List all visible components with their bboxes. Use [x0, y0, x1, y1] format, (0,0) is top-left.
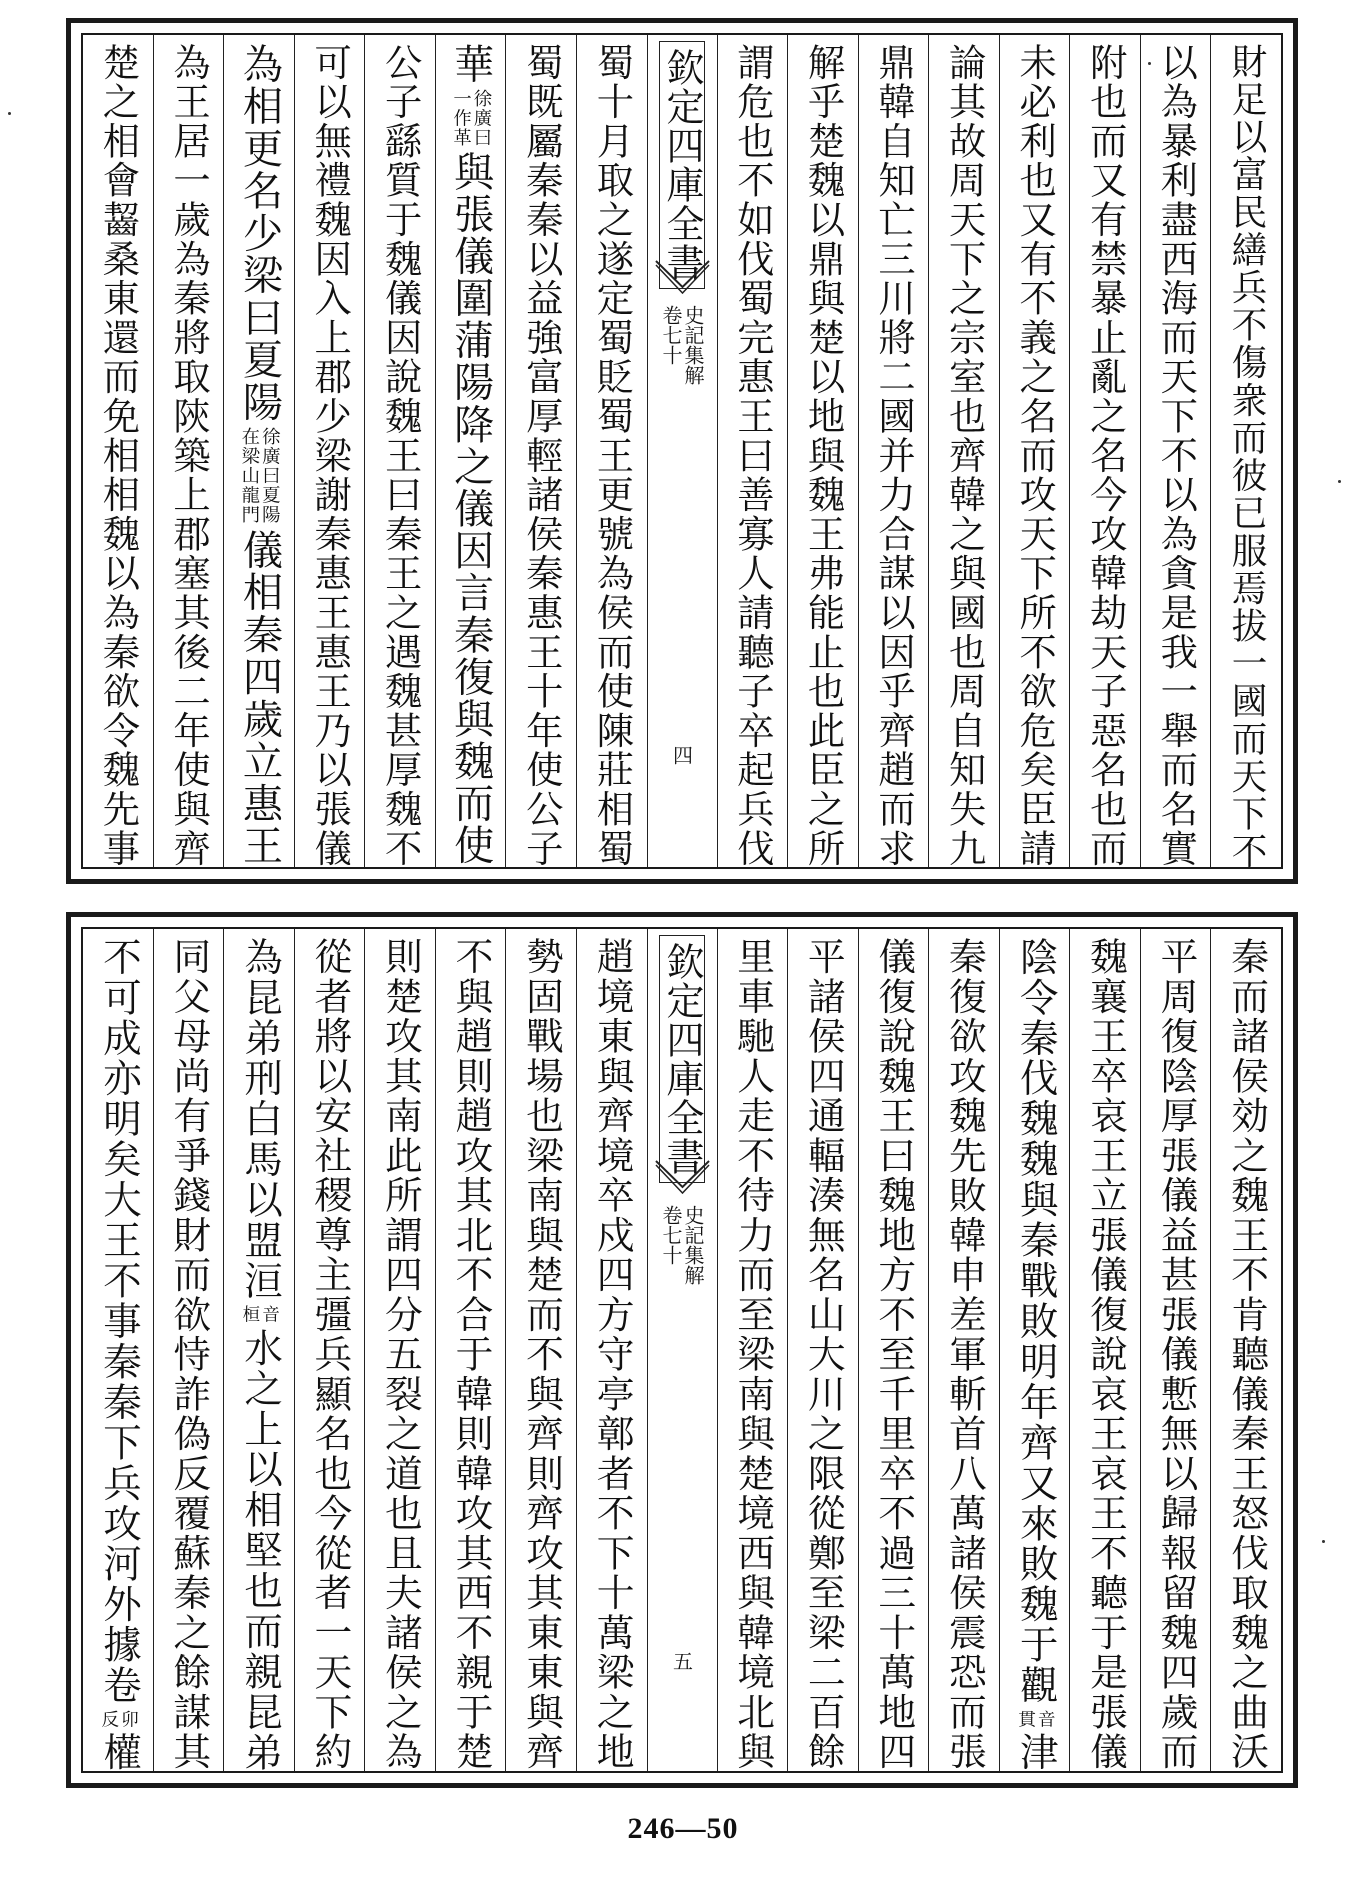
column-text: 解乎楚魏以鼎與楚以地與魏王弗能止也此臣之所	[801, 43, 846, 869]
note-text: 在梁山龍門	[238, 427, 260, 525]
column-text: 與張儀圍蒲陽降之儀因言秦復與魏而使	[447, 151, 494, 867]
text-column	[294, 35, 365, 867]
bottom-leaf-columns	[83, 929, 1281, 1771]
column-text: 不與趙則趙攻其北不合于韓則韓攻其西不親于楚	[449, 937, 494, 1772]
bottom-leaf-frame	[81, 927, 1283, 1773]
scan-speck	[1148, 62, 1151, 65]
fishtail-mark-icon	[654, 257, 711, 297]
note-text: 音	[259, 1305, 280, 1324]
text-column	[928, 929, 999, 1771]
text-column	[435, 929, 506, 1771]
text-column	[1140, 35, 1211, 867]
text-column	[223, 35, 294, 867]
note-text: 徐廣曰	[470, 89, 492, 148]
top-leaf	[66, 18, 1298, 884]
chapter-number: 卷七十	[659, 1205, 683, 1265]
column-text: 平周復陰厚張儀益甚張儀慙無以歸報留魏四歲而	[1154, 937, 1199, 1772]
column-text: 華	[447, 43, 494, 86]
center-gutter	[647, 35, 717, 867]
column-text: 勢固戰場也梁南與楚而不與齊則齊攻其東東與齊	[520, 937, 565, 1772]
text-column	[1140, 929, 1211, 1771]
text-column	[858, 35, 929, 867]
column-text: 為王居一歲為秦將取陝築上郡塞其後二年使與齊	[166, 43, 211, 869]
column-with-note	[96, 937, 141, 1773]
interlinear-note	[1015, 1709, 1056, 1729]
folio-number: 五	[669, 1651, 694, 1671]
column-text: 儀相秦四歲立惠王	[236, 528, 283, 867]
page-number: 246—50	[627, 1812, 739, 1845]
text-column	[83, 35, 153, 867]
interlinear-note	[451, 89, 490, 147]
column-text: 未必利也又有不義之名而攻天下所不欲危矣臣請	[1013, 43, 1058, 869]
text-column	[1069, 929, 1140, 1771]
text-column	[717, 35, 788, 867]
scan-speck	[8, 112, 11, 115]
book-title: 欽定四庫全書	[659, 935, 705, 1183]
note-text: 音	[1035, 1709, 1056, 1729]
column-with-note	[1012, 937, 1058, 1773]
column-text: 陰令秦伐魏魏與秦戰敗明年齊又來敗魏于觀	[1012, 937, 1058, 1706]
chapter-label	[661, 1205, 703, 1285]
column-text: 以為暴利盡西海而天下不以為貪是我一舉而名實	[1154, 43, 1199, 869]
column-with-note	[447, 43, 494, 867]
text-column	[505, 35, 576, 867]
column-text: 水之上以相堅也而親昆弟	[237, 1327, 283, 1773]
column-with-note	[237, 937, 283, 1773]
column-text: 不可成亦明矣大王不事秦秦下兵攻河外據卷	[96, 937, 141, 1706]
text-column	[435, 35, 506, 867]
book-title: 欽定四庫全書	[659, 41, 705, 289]
column-text: 魏襄王卒哀王立張儀復說哀王哀王不聽于是張儀	[1083, 937, 1128, 1772]
top-leaf-frame	[81, 33, 1283, 869]
text-column	[858, 929, 929, 1771]
work-name: 史記集解	[681, 1205, 705, 1285]
column-text: 秦復欲攻魏先敗韓申差軍斬首八萬諸侯震恐而張	[942, 937, 987, 1772]
column-text: 蜀既屬秦秦以益強富厚輕諸侯秦惠王十年使公子	[519, 43, 564, 869]
column-text: 趙境東與齊境卒戍四方守亭鄣者不下十萬梁之地	[590, 937, 635, 1772]
column-text: 鼎韓自知亡三川將二國并力合謀以因乎齊趙而求	[872, 43, 917, 869]
text-column	[223, 929, 294, 1771]
column-text: 里車馳人走不待力而至梁南與楚境西與韓境北與	[731, 937, 776, 1772]
text-column	[999, 35, 1070, 867]
text-column	[717, 929, 788, 1771]
column-text: 權	[96, 1732, 141, 1773]
column-text: 財足以富民繕兵不傷衆而彼已服焉拔一國而天下不	[1226, 43, 1268, 871]
column-text: 同父母尚有爭錢財而欲恃詐偽反覆蘇秦之餘謀其	[167, 937, 212, 1772]
chapter-number: 卷七十	[659, 305, 683, 365]
text-column	[787, 929, 858, 1771]
text-column	[1210, 35, 1281, 871]
text-column	[153, 929, 224, 1771]
text-column	[364, 929, 435, 1771]
interlinear-note	[238, 427, 281, 525]
text-column	[576, 35, 647, 867]
note-text: 徐廣曰夏陽	[259, 427, 281, 525]
folio-number: 四	[669, 745, 694, 765]
text-column	[928, 35, 999, 867]
text-column	[1069, 35, 1140, 867]
column-text: 為相更名少梁曰夏陽	[236, 43, 283, 424]
text-column	[576, 929, 647, 1771]
note-text: 卯	[118, 1709, 139, 1729]
text-column	[153, 35, 224, 867]
interlinear-note	[239, 1305, 280, 1324]
column-text: 秦而諸侯効之魏王不肯聽儀秦王怒伐取魏之曲沃	[1225, 937, 1270, 1772]
interlinear-note	[98, 1709, 139, 1729]
column-with-note	[236, 43, 283, 867]
column-text: 從者將以安社稷尊主彊兵顯名也今從者一天下約	[308, 937, 353, 1772]
top-leaf-columns	[83, 35, 1281, 871]
scan-speck	[1322, 1540, 1325, 1543]
text-column	[364, 35, 435, 867]
column-text: 為昆弟刑白馬以盟洹	[237, 937, 283, 1302]
column-text: 附也而又有禁暴止亂之名今攻韓劫天子惡名也而	[1083, 43, 1128, 869]
text-column	[999, 929, 1070, 1771]
scan-speck	[1338, 480, 1341, 483]
text-column	[787, 35, 858, 867]
text-column	[1210, 929, 1281, 1771]
column-text: 論其故周天下之宗室也齊韓之與國也周自知失九	[942, 43, 987, 869]
column-text: 津	[1012, 1732, 1058, 1773]
chapter-label	[661, 305, 703, 385]
note-text: 反	[98, 1709, 119, 1729]
text-column	[505, 929, 576, 1771]
fishtail-mark-icon	[654, 1157, 711, 1197]
center-gutter	[647, 929, 717, 1771]
text-column	[83, 929, 153, 1771]
column-text: 公子繇質于魏儀因說魏王曰秦王之遇魏甚厚魏不	[378, 43, 423, 869]
column-text: 平諸侯四通輻湊無名山大川之限從鄭至梁二百餘	[801, 937, 846, 1772]
work-name: 史記集解	[681, 305, 705, 385]
column-text: 楚之相會齧桑東還而免相相魏以為秦欲令魏先事	[96, 43, 141, 869]
note-text: 貫	[1015, 1709, 1036, 1729]
column-text: 謂危也不如伐蜀完惠王曰善寡人請聽子卒起兵伐	[730, 43, 775, 869]
note-text: 一作革	[450, 89, 472, 148]
column-text: 蜀十月取之遂定蜀貶蜀王更號為侯而使陳莊相蜀	[590, 43, 635, 869]
note-text: 桓	[239, 1305, 260, 1324]
bottom-leaf	[66, 912, 1298, 1788]
column-text: 可以無禮魏因入上郡少梁謝秦惠王惠王乃以張儀	[308, 43, 353, 869]
column-text: 則楚攻其南此所謂四分五裂之道也且夫諸侯之為	[378, 937, 423, 1772]
text-column	[294, 929, 365, 1771]
column-text: 儀復說魏王曰魏地方不至千里卒不過三十萬地四	[872, 937, 917, 1772]
